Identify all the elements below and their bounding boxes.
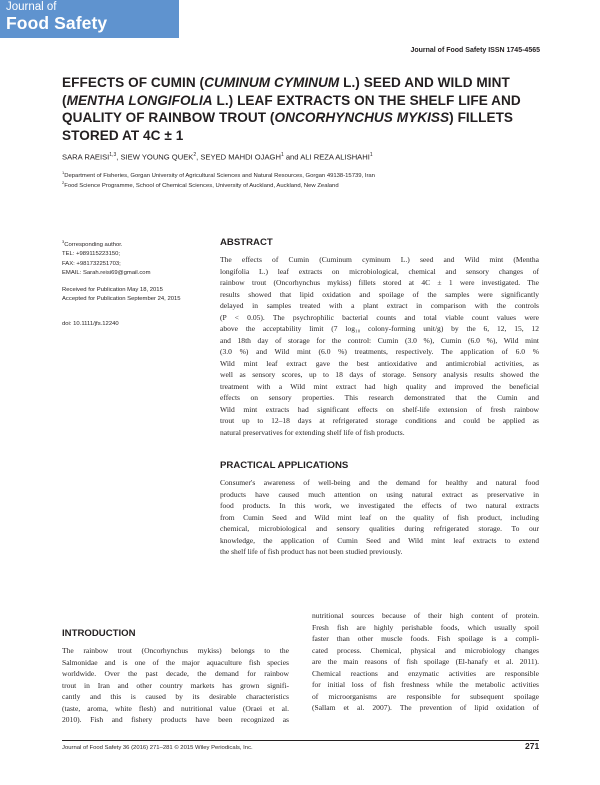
abstract-body — [220, 254, 539, 438]
practical-applications-heading: PRACTICAL APPLICATIONS — [220, 460, 349, 471]
abstract-line: Wild mint leaf extract gave the best antioxidative and antimicrobial activities, as — [220, 358, 539, 368]
introduction-heading: INTRODUCTION — [62, 628, 136, 639]
author-separator: , — [196, 152, 201, 162]
title-part-3: L.) LEAF EXTRACTS ON THE SHELF LIFE AND QUALITY OF RAINBOW TROUT ( — [62, 92, 521, 126]
abstract-line: trout up to 12–18 days at refrigerated storage conditions and could be applied as — [220, 416, 539, 425]
title-part-1: EFFECTS OF CUMIN ( — [62, 75, 205, 90]
footer-divider — [62, 740, 539, 741]
doi-text[interactable]: doi: 10.1111/jfs.12240 — [62, 321, 119, 327]
affiliation-mark: 1 — [62, 170, 65, 175]
abstract-line: rainbow trout (Oncorhynchus mykiss) fillets stored at 4C ± 1 were investigated. The — [220, 278, 539, 287]
correspondence-label: Corresponding author. — [64, 241, 123, 248]
correspondence-email[interactable]: EMAIL: Sarah.reisi69@gmail.com — [62, 270, 151, 277]
intro-line: worldwide. Over the past decade, the demand for rainbow — [62, 669, 289, 678]
practical-line: products have caused much attention on using natural extract as preservative in — [220, 489, 539, 499]
intro-line: (taste, aroma, white flesh) and nutritional value (Oraei et al. — [62, 703, 289, 713]
abstract-line: (P < 0.05). The psychrophilic bacterial counts and total viable count values were — [220, 312, 539, 322]
correspondence-fax: FAX: +981732251703; — [62, 260, 121, 267]
affiliation-mark: 2 — [62, 180, 65, 185]
practical-line: the shelf life of fish product has not been studied previously. — [220, 547, 403, 556]
correspondence-tel: TEL: +989115223150; — [62, 251, 121, 258]
affiliation-1 — [62, 170, 375, 179]
intro-line: are the main reasons of fish spoilage (El-hanafy et al. 2011). — [312, 657, 539, 666]
abstract-line: delayed in samples treated with a plant extract in comparison with the controls — [220, 301, 539, 310]
abstract-line: results showed that lipid oxidation and spoilage of the samples were significantly — [220, 289, 539, 299]
abstract-line: The effects of Cumin (Cuminum cyminum L.) seed and Wild mint (Mentha — [220, 255, 539, 264]
abstract-line: and 18th day of storage for the control: Cumin (3.0 %), Cumin (6.0 %), Wild mint — [220, 335, 539, 345]
author-separator: and — [283, 152, 301, 162]
logo-name-text: Food Safety — [6, 13, 108, 33]
abstract-heading: ABSTRACT — [220, 237, 273, 248]
author-separator: , — [116, 152, 121, 162]
intro-line: cated process. Chemical, physical and microbiology changes — [312, 645, 539, 655]
correspondence-mark: 3 — [62, 239, 65, 244]
accepted-date: Accepted for Publication September 24, 2015 — [62, 296, 181, 303]
introduction-column-2 — [312, 610, 539, 714]
introduction-column-1 — [62, 645, 289, 726]
intro-line: nutritional sources because of their high content of protein. — [312, 611, 539, 620]
correspondence-block — [62, 237, 150, 279]
footer-citation: Journal of Food Safety 36 (2016) 271–281 © 2015 Wiley Periodicals, Inc. — [62, 745, 253, 751]
author-affiliation-mark: 1 — [280, 152, 284, 158]
intro-line: cantly and this is caused by its desirable characteristics — [62, 692, 289, 701]
doi-link[interactable] — [62, 320, 119, 329]
received-date: Received for Publication May 18, 2015 — [62, 287, 163, 293]
author-name: SARA RAEISI — [62, 152, 110, 162]
practical-line: food products. In this work, we investigated the effects of two natural extracts — [220, 501, 539, 510]
intro-line: trout in Iran and other country markets has grown signifi- — [62, 680, 289, 690]
intro-line: 2010). Fish and fishery products have been recognized as — [62, 715, 289, 724]
abstract-line: effects on sensory properties. This research demonstrated that the Cumin and — [220, 393, 539, 402]
practical-line: knowledge, the application of Cumin Seed and Wild mint leaf extracts to extend — [220, 535, 539, 545]
intro-line: Fresh fish are highly perishable foods, which usually spoil — [312, 622, 539, 632]
author-affiliation-mark: 1,3 — [109, 152, 117, 158]
page-number: 271 — [525, 741, 540, 751]
journal-logo — [0, 0, 179, 38]
title-scientific-name-1: CUMINUM CYMINUM — [204, 75, 340, 90]
article-title — [62, 74, 542, 144]
abstract-line: Wild mint extracts had significant effects on shelf-life extension of fresh rainbow — [220, 404, 539, 414]
abstract-line: longifolia L.) leaf extracts on microbiological, chemical and sensory changes of — [220, 266, 539, 276]
author-name: ALI REZA ALISHAHI — [300, 152, 370, 162]
affiliation-text: Department of Fisheries, Gorgan University of Agricultural Sciences and Natural Resources, Gorgan 49138-15739, Iran — [64, 172, 375, 179]
intro-line: The rainbow trout (Oncorhynchus mykiss) belongs to the — [62, 646, 289, 655]
practical-line: Consumer's awareness of well-being and the demand for healthy and natural food — [220, 478, 539, 487]
abstract-line: above the acceptability limit (7 log₁₀ colony-forming unit/g) by the 6, 12, 15, 12 — [220, 324, 539, 333]
intro-line: (Sallam et al. 2007). The prevention of lipid oxidation of — [312, 703, 539, 712]
title-scientific-name-3: ONCORHYNCHUS MYKISS — [274, 110, 450, 126]
abstract-line: treatment with a Wild mint extract had high quality and improved the beneficial — [220, 381, 539, 391]
author-affiliation-mark: 1 — [369, 152, 373, 158]
affiliation-2 — [62, 180, 339, 189]
abstract-line: natural preservatives for extending shelf life of fish products. — [220, 427, 405, 437]
practical-applications-body — [220, 477, 539, 558]
abstract-line: (3.0 %) and Wild mint (6.0 %) treatments, respectively. The application of 6.0 % — [220, 347, 539, 356]
title-part-2: L.) SEED AND WILD MINT ( — [62, 75, 510, 108]
intro-line: of microorganisms are responsible for subsequent spoilage — [312, 691, 539, 701]
author-affiliation-mark: 2 — [193, 152, 197, 158]
abstract-line: well as sensory scores, up to 18 days of storage. Sensory analysis results showed the — [220, 370, 539, 379]
intro-line: for initial loss of fish freshness while the metabolic activities — [312, 680, 539, 689]
practical-line: chemical, microbiological and sensory qualities during refrigerated storage. To our — [220, 524, 539, 533]
author-name: SIEW YOUNG QUEK — [120, 152, 194, 162]
intro-line: faster than other muscle foods. Fish spoilage is a compli- — [312, 634, 539, 643]
title-scientific-name-2: MENTHA LONGIFOLIA — [66, 92, 213, 108]
practical-line: from Cumin Seed and Wild mint leaf on the quality of fish product, including — [220, 512, 539, 522]
intro-line: Chemical reactions and enzymatic activities are responsible — [312, 668, 539, 678]
author-name: SEYED MAHDI OJAGH — [200, 152, 281, 162]
title-part-4: ) FILLETS STORED AT 4C ± 1 — [62, 110, 514, 143]
journal-issn: Journal of Food Safety ISSN 1745-4565 — [410, 47, 540, 54]
publication-dates — [62, 286, 181, 305]
affiliation-text: Food Science Programme, School of Chemical Sciences, University of Auckland, Auckland, New Zealand — [64, 182, 339, 189]
author-list — [62, 152, 373, 162]
logo-journal-text: Journal of — [6, 1, 57, 13]
intro-line: Salmonidae and is one of the major aquaculture fish species — [62, 657, 289, 667]
